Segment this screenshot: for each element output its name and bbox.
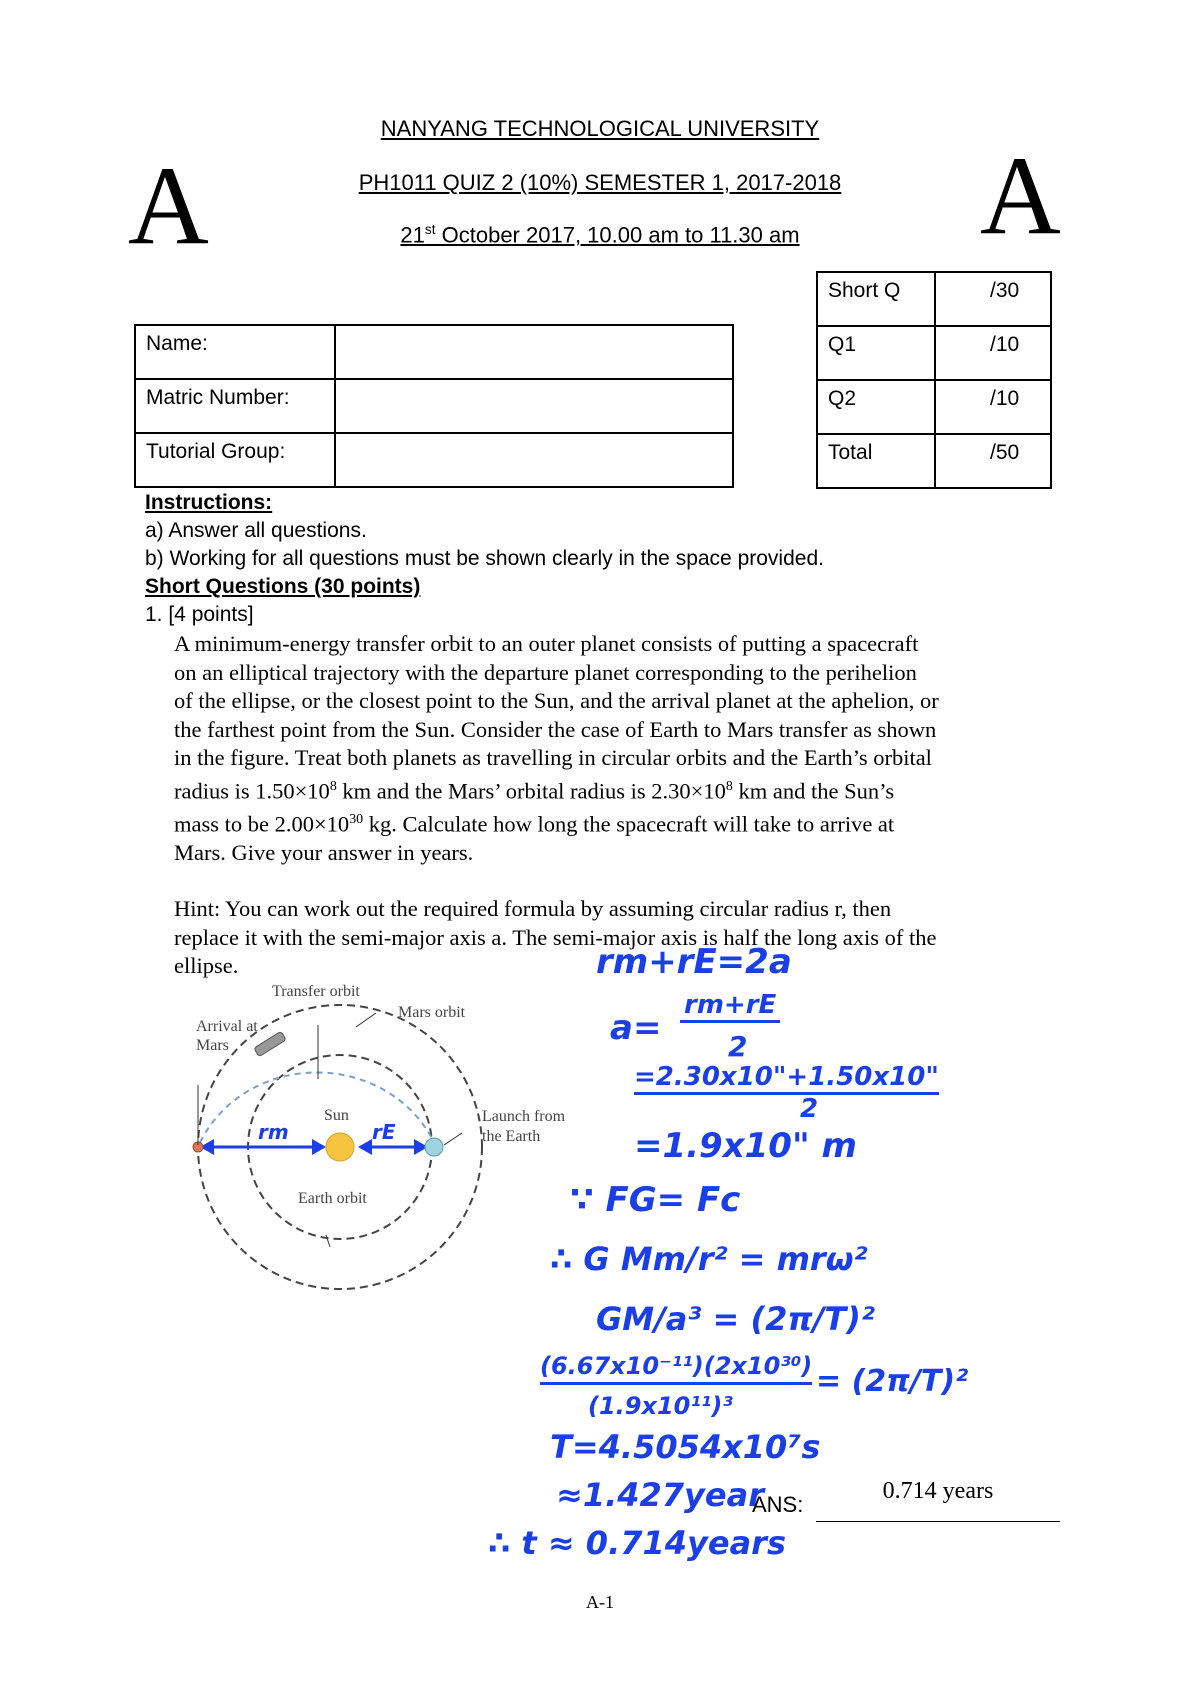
score-table (816, 271, 1052, 489)
handwritten-line: rm+rE=2a (596, 942, 792, 982)
table-row (817, 326, 1051, 380)
score-max: /10 (935, 380, 1051, 434)
table-row (817, 434, 1051, 488)
score-max: /10 (935, 326, 1051, 380)
score-label: Total (817, 434, 935, 488)
matric-label: Matric Number: (135, 379, 335, 433)
quiz-title: PH1011 QUIZ 2 (10%) SEMESTER 1, 2017-2018 (358, 170, 842, 195)
score-label: Q1 (817, 326, 935, 380)
handwritten-fraction-den: 2 (800, 1094, 819, 1124)
version-letter-left: A (128, 144, 209, 268)
handwritten-line: =1.9x10" m (634, 1126, 857, 1166)
handwritten-line: ∴ t ≈ 0.714years (488, 1524, 786, 1562)
handwritten-fraction-den: 2 (728, 1030, 748, 1063)
handwritten-line: T=4.5054x10⁷s (550, 1428, 821, 1466)
student-info-table (134, 324, 734, 488)
mars-orbit-label: Mars orbit (398, 1004, 466, 1021)
handwritten-line: ∵ FG= Fc (570, 1180, 741, 1220)
sun-icon (326, 1133, 354, 1161)
rm-label: rm (258, 1120, 289, 1144)
name-field[interactable] (335, 325, 733, 379)
score-max: /30 (935, 272, 1051, 326)
university-name: NANYANG TECHNOLOGICAL UNIVERSITY (380, 116, 820, 141)
sun-label: Sun (324, 1107, 349, 1124)
version-letter-right: A (980, 134, 1061, 258)
handwritten-fraction-num: (6.67x10⁻¹¹)(2x10³⁰) (540, 1352, 812, 1385)
table-row (135, 379, 733, 433)
answer-value: 0.714 years (816, 1478, 1060, 1522)
handwritten-fraction-num: rm+rE (680, 990, 780, 1023)
table-row (135, 325, 733, 379)
question-number: 1. [4 points] (145, 603, 254, 626)
earth-orbit-label: Earth orbit (298, 1190, 367, 1207)
table-row (817, 380, 1051, 434)
transfer-orbit-label: Transfer orbit (272, 983, 360, 1000)
score-label: Short Q (817, 272, 935, 326)
handwritten-line: GM/a³ = (2π/T)² (596, 1300, 875, 1338)
arrival-label: Arrival at Mars (196, 1018, 258, 1054)
instruction-a: a) Answer all questions. (145, 519, 367, 542)
earth-icon (425, 1138, 443, 1156)
score-max: /50 (935, 434, 1051, 488)
transfer-orbit-path (198, 1072, 436, 1147)
table-row (817, 272, 1051, 326)
score-label: Q2 (817, 380, 935, 434)
handwritten-line: ∴ G Mm/r² = mrω² (550, 1240, 868, 1278)
page-number: A-1 (586, 1592, 614, 1612)
answer-label: ANS: (752, 1492, 804, 1517)
quiz-date: 21st October 2017, 10.00 am to 11.30 am (400, 222, 800, 248)
section-title: Short Questions (30 points) (145, 575, 421, 598)
handwritten-line: = (2π/T)² (816, 1364, 969, 1399)
tutorial-label: Tutorial Group: (135, 433, 335, 487)
handwritten-fraction-num: =2.30x10"+1.50x10" (634, 1062, 939, 1095)
table-row (135, 433, 733, 487)
tutorial-field[interactable] (335, 433, 733, 487)
name-label: Name: (135, 325, 335, 379)
handwritten-line: ≈1.427year (556, 1476, 764, 1514)
matric-field[interactable] (335, 379, 733, 433)
question-text: A minimum-energy transfer orbit to an outer planet consists of putting a spacecraft on an elliptical trajectory with the departure planet corresponding to the perihelion of the ellipse, or the closest point to the Sun, and the arrival planet at the aphelion, or the farthest point from the Sun. Consider the case of Earth to Mars transfer as shown in the figure. Treat both planets as travelling in circular orbits and the Earth’s orbital radius is $1.50\times 10^8$ km and the Mars’ orbital radius is $2.30\times 10^8$ km and the Sun’s mass to be $2.00\times 10^{30}$ kg. Calculate how long the spacecraft will take to arrive at Mars. Give your answer in years. Hint: You can work out the required formula by assuming circular radius r, then replace it with the semi-major axis a. The semi-major axis is half the long axis of the ellipse. (174, 631, 939, 978)
launch-label: Launch from the Earth (482, 1108, 566, 1145)
re-label: rE (372, 1120, 396, 1144)
spacecraft-icon (254, 1031, 286, 1056)
handwritten-line: a= (610, 1008, 662, 1048)
instruction-b: b) Working for all questions must be shown clearly in the space provided. (145, 547, 824, 570)
instructions-title: Instructions: (145, 491, 273, 514)
handwritten-fraction-den: (1.9x10¹¹)³ (588, 1392, 733, 1420)
